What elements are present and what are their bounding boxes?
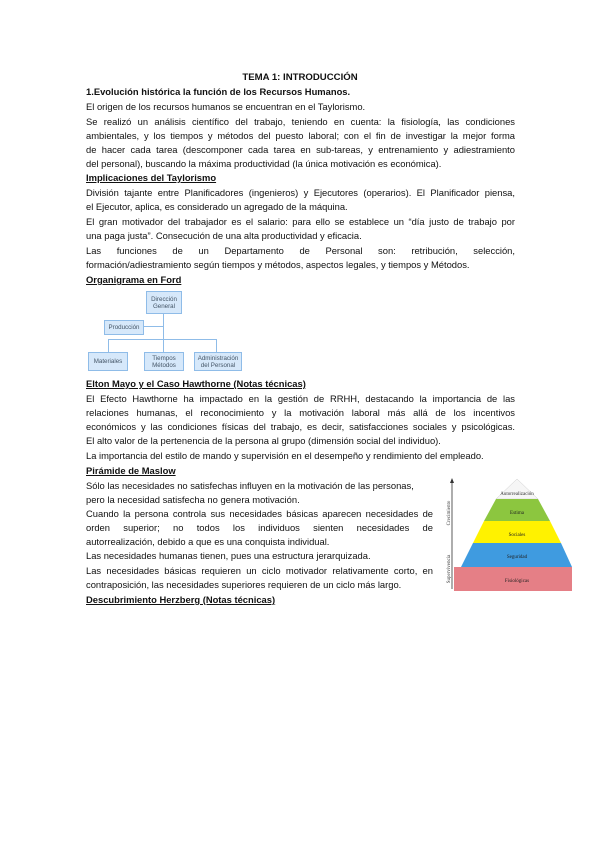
paragraph-line: El alto valor de la pertenencia de la persona al grupo (dimensión social del individuo). bbox=[86, 435, 441, 446]
pyramid-level-sociales bbox=[473, 521, 561, 543]
section-heading: 1.Evolución histórica la función de los Recursos Humanos. bbox=[86, 86, 351, 97]
org-box-materiales: Materiales bbox=[88, 352, 128, 371]
pyramid-level-label: Estima bbox=[510, 511, 524, 516]
paragraph-line: de hacer cada tarea (descomponer cada tarea en sub-tareas, y entrenamiento y adiestramiento bbox=[86, 144, 515, 155]
paragraph-line: ambientales, y los tiempos y métodos del puesto laboral; con el fin de investigar la mejor forma bbox=[86, 130, 515, 141]
pyramid-axis-bottom-label: Supervivencia bbox=[447, 554, 452, 584]
paragraph-line: El Efecto Hawthorne ha impactado en la gestión de RRHH, destacando la importancia de las bbox=[86, 393, 515, 404]
page-title: TEMA 1: INTRODUCCIÓN bbox=[242, 72, 358, 83]
paragraph-line: del personal), buscando la máxima productividad (la única motivación es económica). bbox=[86, 158, 442, 169]
pyramid-level-label: Seguridad bbox=[506, 555, 528, 560]
paragraph-line: relaciones humanas, el reconocimiento y la motivación laboral más allá de los incentivos bbox=[86, 407, 515, 418]
paragraph-line: La importancia del estilo de mando y supervisión en el desempeño y rendimiento del empleado. bbox=[86, 450, 484, 461]
paragraph-line: una paga justa”. Consecución de una alta productividad y eficacia. bbox=[86, 230, 362, 241]
paragraph-line: económicos y las condiciones físicas del trabajo, es decir, satisfacciones sociales y psicológicas. bbox=[86, 421, 515, 432]
pyramid-level-label: Autorrealización bbox=[500, 492, 534, 497]
paragraph-line: contraposición, las necesidades superiores requieren de un ciclo más largo. bbox=[86, 579, 402, 590]
paragraph-line: autorrealización, debido a que es una conquista individual. bbox=[86, 536, 330, 547]
maslow-pyramid bbox=[444, 477, 572, 592]
org-box-produccion: Producción bbox=[104, 320, 144, 335]
org-connector bbox=[216, 339, 217, 352]
paragraph-line: El gran motivador del trabajador es el salario: para ello se establece un “día justo de trabajo por bbox=[86, 216, 515, 227]
paragraph-line: Las necesidades humanas tienen, pues una estructura jerarquizada. bbox=[86, 550, 371, 561]
org-connector bbox=[142, 326, 163, 327]
paragraph: El origen de los recursos humanos se encuentran en el Taylorismo. bbox=[86, 101, 366, 112]
paragraph-line: División tajante entre Planificadores (ingenieros) y Ejecutores (operarios). El Planificador piensa, bbox=[86, 187, 515, 198]
section-heading: Pirámide de Maslow bbox=[86, 465, 176, 476]
section-heading: Elton Mayo y el Caso Hawthorne (Notas técnicas) bbox=[86, 378, 306, 389]
ford-org-chart bbox=[86, 289, 246, 374]
org-box-direccion: Dirección General bbox=[146, 291, 182, 314]
section-heading: Organigrama en Ford bbox=[86, 274, 182, 285]
org-box-administracion: Administración del Personal bbox=[194, 352, 242, 371]
paragraph-line: Las funciones de un Departamento de Personal son: retribución, selección, bbox=[86, 245, 515, 256]
pyramid-axis-top-label: Crecimiento bbox=[447, 500, 452, 526]
org-connector bbox=[108, 339, 216, 340]
paragraph-line: Las necesidades básicas requieren un ciclo motivador relativamente corto, en bbox=[86, 565, 433, 576]
pyramid-level-label: Sociales bbox=[508, 533, 526, 538]
section-heading: Descubrimiento Herzberg (Notas técnicas) bbox=[86, 594, 276, 605]
paragraph-line: el Ejecutor, aplica, es considerado un agregado de la máquina. bbox=[86, 201, 348, 212]
paragraph-line: Se realizó un análisis científico del trabajo, teniendo en cuenta: la fisiología, las condiciones bbox=[86, 116, 515, 127]
section-heading: Implicaciones del Taylorismo bbox=[86, 172, 217, 183]
pyramid-level-estima bbox=[484, 499, 550, 521]
paragraph-line: Sólo las necesidades no satisfechas influyen en la motivación de las personas, bbox=[86, 480, 414, 491]
paragraph-line: Cuando la persona controla sus necesidades básicas aparecen necesidades de bbox=[86, 508, 433, 519]
org-box-tiempos: Tiempos Métodos bbox=[144, 352, 184, 371]
org-connector bbox=[108, 339, 109, 352]
pyramid-level-label: Fisiológicas bbox=[504, 579, 530, 584]
paragraph-line: pero la necesidad satisfecha no genera motivación. bbox=[86, 494, 300, 505]
paragraph-line: formación/adiestramiento según tiempos y métodos, aspectos legales, y tiempos y Métodos. bbox=[86, 259, 470, 270]
paragraph-line: orden superior; no todos los individuos sienten necesidades de bbox=[86, 522, 433, 533]
arrow-up-icon bbox=[450, 478, 454, 483]
